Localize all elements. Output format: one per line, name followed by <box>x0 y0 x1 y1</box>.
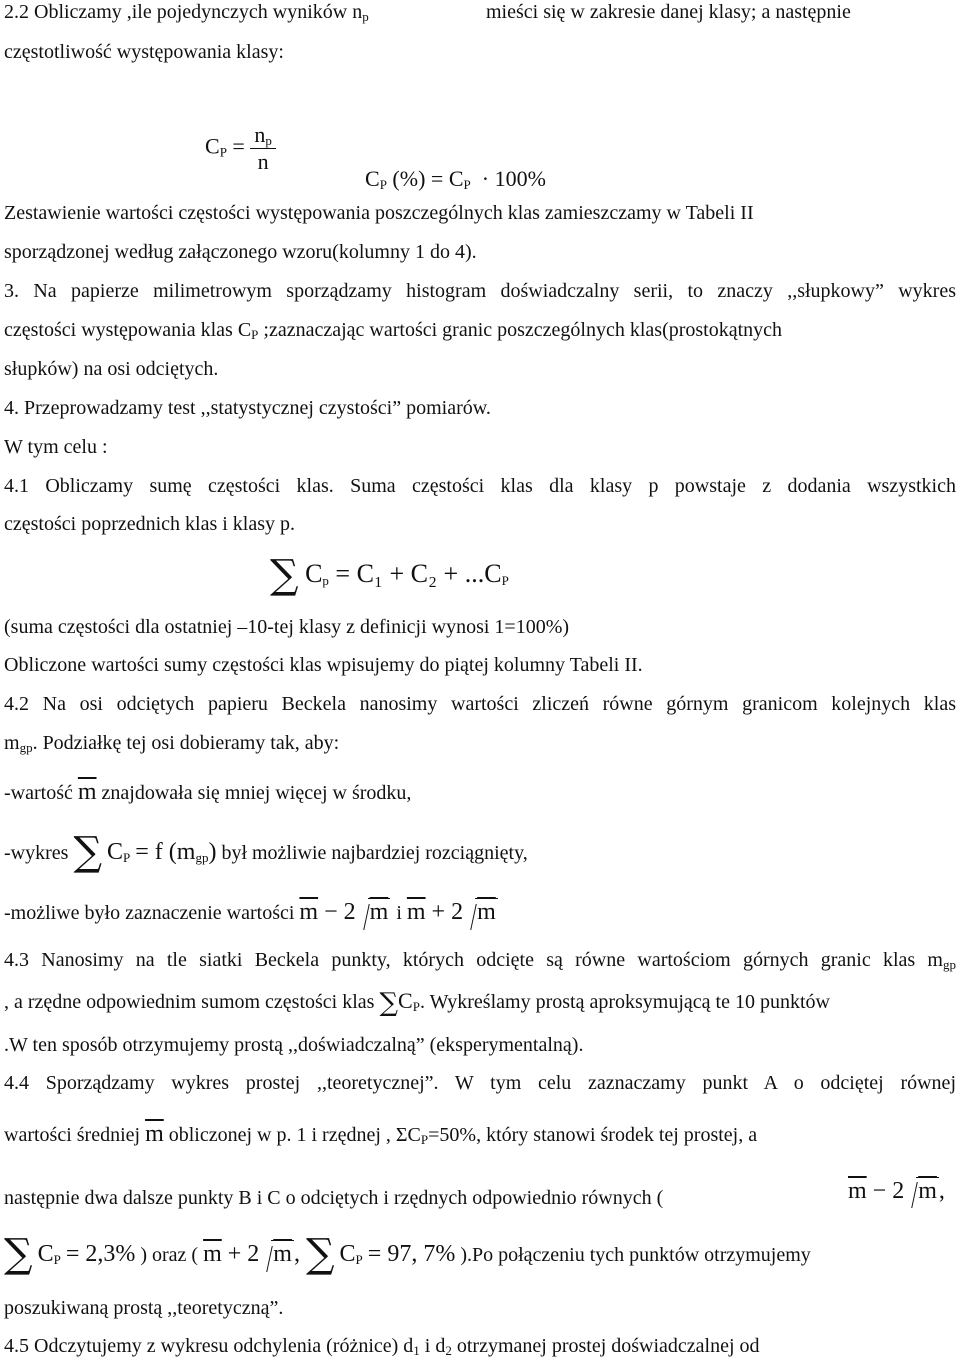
formula-sum-cp <box>270 552 509 598</box>
line-2 <box>4 40 284 64</box>
equals: = <box>430 166 444 191</box>
sum-rhs: = C₁ + C₂ + ...C <box>335 559 502 588</box>
line-5 <box>4 279 956 303</box>
text: częstości poprzednich klas i klasy p. <box>4 513 296 535</box>
c-symbol: C <box>205 133 220 159</box>
subscript: P <box>355 1252 363 1267</box>
minus: − <box>324 899 338 925</box>
sqrt-m: $\overline{m}$ <box>369 899 389 925</box>
two: 2 <box>247 1241 260 1267</box>
text: 2.2 Obliczamy ,ile pojedynczych wyników n <box>4 1 363 23</box>
plus: + <box>431 899 446 925</box>
line-23 <box>4 1122 757 1147</box>
two: 2 <box>892 1178 905 1204</box>
f-expression: = f (m <box>135 839 196 865</box>
m-bar: $\overline{m}$ <box>848 1178 867 1204</box>
text: częstości występowania klas C <box>4 319 252 341</box>
value-2-3: = 2,3% <box>65 1241 136 1267</box>
formula-cp-percent <box>365 166 546 192</box>
text: sporządzonej według załączonego wzoru(kolumny 1 do 4). <box>4 241 477 263</box>
subscript: 1 <box>413 1343 420 1358</box>
minus: − <box>872 1178 887 1204</box>
c-symbol: C <box>305 559 323 588</box>
line-19 <box>4 948 956 972</box>
text: poszukiwaną prostą ,,teoretyczną”. <box>4 1297 284 1319</box>
line-6 <box>4 318 956 342</box>
subscript: P <box>251 327 259 342</box>
text: Zestawienie wartości częstości występowania poszczególnych klas zamieszczamy w Tabeli II <box>4 202 754 224</box>
line-8 <box>4 396 491 420</box>
subscript: P <box>123 850 131 865</box>
denominator: n <box>257 149 269 174</box>
c-symbol: C <box>107 839 124 865</box>
subscript: p <box>362 9 369 24</box>
text: (suma częstości dla ostatniej –10-tej klasy z definicji wynosi 1=100%) <box>4 616 570 638</box>
line-20 <box>4 988 830 1018</box>
percent-paren: (%) <box>392 166 426 191</box>
c-symbol: C <box>448 166 464 191</box>
text: =50%, który stanowi środek tej prostej, a <box>428 1124 758 1146</box>
line-7 <box>4 357 218 381</box>
text: znajdowała się mniej więcej w środku, <box>101 782 412 804</box>
hundred-percent: 100% <box>494 166 546 191</box>
value-97-7: = 97, 7% <box>367 1241 456 1267</box>
comma: , <box>938 1178 945 1204</box>
m-bar: $\overline{m}$ <box>406 899 426 925</box>
text: W tym celu : <box>4 436 108 458</box>
text: słupków) na osi odciętych. <box>4 358 219 380</box>
subscript: P <box>379 177 387 192</box>
two: 2 <box>343 899 356 925</box>
text: -wykres <box>4 842 69 864</box>
m-bar: $\overline{m}$ <box>299 899 319 925</box>
text: 4. Przeprowadzamy test ,,statystycznej czystości” pomiarów. <box>4 397 491 419</box>
text: . Wykreślamy prostą aproksymującą te 10 punktów <box>419 991 830 1013</box>
line-9 <box>4 435 108 459</box>
text: 4.3 Nanosimy na tle siatki Beckela punkty, których odcięte są równe wartościom górnych granic klas m <box>4 949 943 971</box>
sigma-icon: ∑ <box>305 1231 335 1277</box>
line-11 <box>4 512 295 536</box>
text: -wartość <box>4 782 73 804</box>
subscript: gp <box>195 850 209 865</box>
dot: · <box>481 166 490 191</box>
text: następnie dwa dalsze punkty B i C o odciętych i rzędnych odpowiednio równych ( <box>4 1187 664 1209</box>
close-paren: ) <box>208 839 217 865</box>
sqrt-m: $\overline{m}$ <box>477 899 496 925</box>
text: 4.4 Sporządzamy wykres prostej ,,teoretycznej”. W tym celu zaznaczamy punkt A o odciętej równej <box>4 1072 956 1094</box>
m-bar: $\overline{m}$ <box>77 779 97 805</box>
m-bar: $\overline{m}$ <box>145 1121 164 1147</box>
text: m <box>4 732 20 754</box>
equals: = <box>232 133 245 159</box>
subscript: P <box>420 1132 429 1147</box>
line-1b <box>486 0 851 24</box>
text: Obliczone wartości sumy częstości klas wpisujemy do piątej kolumny Tabeli II. <box>4 654 643 676</box>
line-12 <box>4 615 569 639</box>
text: 4.2 Na osi odciętych papieru Beckela nanosimy wartości zliczeń równe górnym granicom kolejnych klas <box>4 693 956 715</box>
line-4 <box>4 240 477 264</box>
formula-m-minus <box>848 1178 945 1205</box>
text: -możliwe było zaznaczenie wartości <box>4 902 295 924</box>
c-symbol: C <box>37 1241 54 1267</box>
text: ).Po połączeniu tych punktów otrzymujemy <box>460 1244 811 1266</box>
formula-cp-fraction <box>205 122 276 175</box>
subscript: P <box>501 573 509 588</box>
line-18 <box>4 900 498 925</box>
text: i <box>396 902 402 924</box>
m-bar: $\overline{m}$ <box>203 1241 222 1267</box>
subscript: p <box>322 573 329 588</box>
two: 2 <box>451 899 464 925</box>
c-symbol: C <box>339 1241 356 1267</box>
line-21 <box>4 1033 583 1057</box>
subscript: gp <box>943 957 956 972</box>
text: , a rzędne odpowiednim sumom częstości klas <box>4 991 375 1013</box>
line-1 <box>4 0 369 24</box>
text: 3. Na papierze milimetrowym sporządzamy histogram doświadczalny serii, to znaczy ,,słupkowy” wykres <box>4 280 956 302</box>
line-16 <box>4 780 411 805</box>
line-13 <box>4 653 643 677</box>
text: . Podziałkę tej osi dobieramy tak, aby: <box>32 732 340 754</box>
fraction <box>250 122 276 175</box>
sigma-icon: ∑ <box>4 1231 33 1277</box>
line-27 <box>4 1334 760 1358</box>
text: ) oraz ( <box>140 1244 199 1266</box>
subscript: gp <box>19 740 33 755</box>
text: 4.5 Odczytujemy z wykresu odchylenia (różnice) d <box>4 1335 414 1357</box>
line-22 <box>4 1071 956 1095</box>
text: otrzymanej prostej doświadczalnej od <box>451 1335 760 1357</box>
text: częstotliwość występowania klasy: <box>4 41 284 63</box>
subscript: P <box>463 177 471 192</box>
line-10 <box>4 474 956 498</box>
sigma-icon: ∑ <box>270 552 299 598</box>
line-3 <box>4 201 754 225</box>
text: 4.1 Obliczamy sumę częstości klas. Suma częstości klas dla klasy p powstaje z dodania wszystkich <box>4 475 956 497</box>
line-15 <box>4 731 339 755</box>
text: ;zaznaczając wartości granic poszczególnych klas(prostokątnych <box>258 319 783 341</box>
text: obliczonej w p. 1 i rzędnej , ΣC <box>168 1124 421 1146</box>
text: wartości średniej <box>4 1124 141 1146</box>
subscript: p <box>265 133 272 148</box>
subscript: P <box>219 144 227 160</box>
subscript: 2 <box>445 1343 452 1358</box>
sigma-icon: ∑ <box>379 988 399 1018</box>
subscript: P <box>412 999 420 1014</box>
numerator <box>250 122 276 149</box>
sigma-icon: ∑ <box>73 829 102 875</box>
n: n <box>254 122 266 147</box>
sqrt-m: $\overline{m}$ <box>273 1241 292 1267</box>
c-symbol: C <box>398 988 413 1013</box>
comma: , <box>293 1241 300 1267</box>
text: i d <box>419 1335 446 1357</box>
c-symbol: C <box>365 166 380 191</box>
line-25 <box>4 1231 811 1277</box>
line-14 <box>4 692 956 716</box>
line-26 <box>4 1296 283 1320</box>
sqrt-m: $\overline{m}$ <box>918 1178 937 1204</box>
text: był możliwie najbardziej rozciągnięty, <box>221 842 528 864</box>
text: mieści się w zakresie danej klasy; a następnie <box>486 1 851 23</box>
text: .W ten sposób otrzymujemy prostą ,,doświadczalną” (eksperymentalną). <box>4 1034 584 1056</box>
subscript: P <box>53 1252 61 1267</box>
line-24 <box>4 1186 663 1210</box>
plus: + <box>227 1241 242 1267</box>
line-17 <box>4 829 528 875</box>
